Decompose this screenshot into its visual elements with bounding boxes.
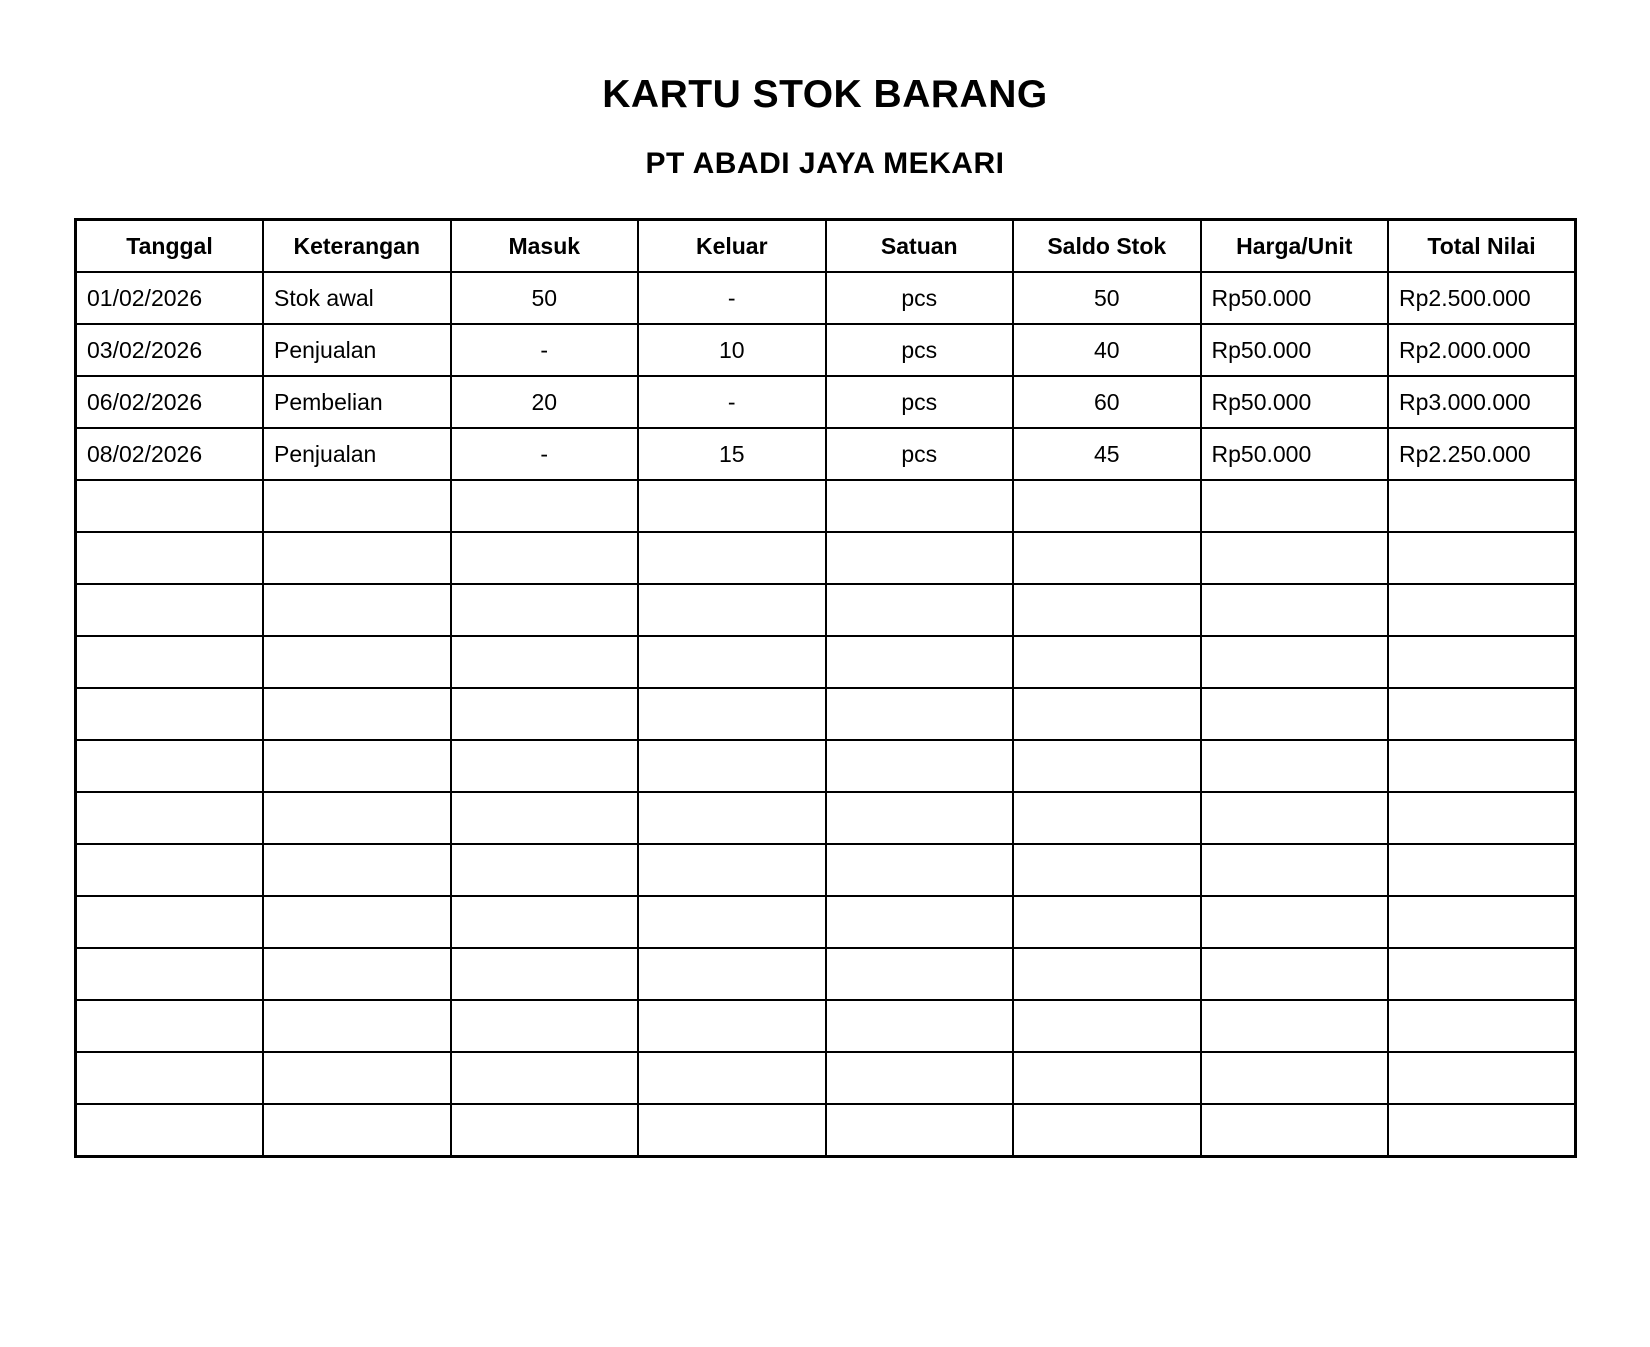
cell-harga-unit: Rp50.000: [1201, 272, 1389, 324]
empty-cell: [1013, 948, 1201, 1000]
empty-cell: [76, 740, 264, 792]
empty-cell: [451, 584, 639, 636]
empty-cell: [1013, 688, 1201, 740]
empty-cell: [451, 1052, 639, 1104]
table-row: [76, 428, 1576, 480]
empty-cell: [638, 896, 826, 948]
empty-cell: [263, 688, 451, 740]
empty-cell: [1388, 688, 1576, 740]
empty-cell: [263, 532, 451, 584]
empty-cell: [826, 948, 1014, 1000]
cell-saldo-stok: 60: [1013, 376, 1201, 428]
empty-cell: [1013, 896, 1201, 948]
document-page: [0, 72, 1650, 1158]
empty-cell: [1388, 948, 1576, 1000]
empty-cell: [826, 1052, 1014, 1104]
cell-total-nilai: Rp2.250.000: [1388, 428, 1576, 480]
empty-cell: [1201, 532, 1389, 584]
empty-cell: [451, 792, 639, 844]
empty-cell: [638, 1000, 826, 1052]
empty-table-row: [76, 948, 1576, 1000]
empty-table-row: [76, 584, 1576, 636]
empty-cell: [263, 1000, 451, 1052]
cell-satuan: pcs: [826, 324, 1014, 376]
empty-cell: [451, 480, 639, 532]
empty-cell: [451, 740, 639, 792]
empty-cell: [451, 1000, 639, 1052]
column-header-keluar: Keluar: [638, 220, 826, 273]
empty-cell: [1013, 1000, 1201, 1052]
column-header-tanggal: Tanggal: [76, 220, 264, 273]
empty-cell: [826, 636, 1014, 688]
header-row: [76, 220, 1576, 273]
cell-harga-unit: Rp50.000: [1201, 428, 1389, 480]
table-header: [76, 220, 1576, 273]
column-header-keterangan: Keterangan: [263, 220, 451, 273]
empty-cell: [263, 1104, 451, 1157]
empty-cell: [826, 844, 1014, 896]
empty-cell: [1388, 844, 1576, 896]
empty-cell: [76, 1000, 264, 1052]
cell-keterangan: Stok awal: [263, 272, 451, 324]
empty-cell: [1388, 1000, 1576, 1052]
empty-cell: [263, 740, 451, 792]
empty-cell: [451, 688, 639, 740]
empty-cell: [451, 1104, 639, 1157]
cell-masuk: 20: [451, 376, 639, 428]
empty-cell: [1201, 844, 1389, 896]
table-row: [76, 272, 1576, 324]
cell-masuk: -: [451, 324, 639, 376]
column-header-masuk: Masuk: [451, 220, 639, 273]
empty-cell: [263, 948, 451, 1000]
company-name: PT ABADI JAYA MEKARI: [645, 147, 1005, 180]
empty-cell: [1388, 1052, 1576, 1104]
empty-cell: [1388, 480, 1576, 532]
empty-cell: [1388, 1104, 1576, 1157]
cell-harga-unit: Rp50.000: [1201, 324, 1389, 376]
empty-cell: [1201, 480, 1389, 532]
empty-cell: [826, 740, 1014, 792]
empty-cell: [1201, 740, 1389, 792]
cell-total-nilai: Rp2.000.000: [1388, 324, 1576, 376]
empty-cell: [1013, 636, 1201, 688]
empty-table-row: [76, 636, 1576, 688]
cell-harga-unit: Rp50.000: [1201, 376, 1389, 428]
empty-cell: [451, 636, 639, 688]
empty-table-row: [76, 688, 1576, 740]
empty-cell: [1013, 1052, 1201, 1104]
cell-total-nilai: Rp3.000.000: [1388, 376, 1576, 428]
empty-cell: [638, 740, 826, 792]
empty-cell: [1013, 532, 1201, 584]
cell-keterangan: Pembelian: [263, 376, 451, 428]
empty-cell: [826, 480, 1014, 532]
empty-cell: [76, 584, 264, 636]
empty-cell: [451, 844, 639, 896]
empty-cell: [638, 480, 826, 532]
empty-cell: [263, 1052, 451, 1104]
empty-table-row: [76, 740, 1576, 792]
cell-satuan: pcs: [826, 428, 1014, 480]
empty-cell: [1013, 844, 1201, 896]
empty-cell: [1201, 948, 1389, 1000]
empty-cell: [76, 948, 264, 1000]
cell-tanggal: 08/02/2026: [76, 428, 264, 480]
empty-cell: [76, 896, 264, 948]
empty-cell: [638, 532, 826, 584]
empty-cell: [1013, 1104, 1201, 1157]
cell-tanggal: 01/02/2026: [76, 272, 264, 324]
empty-cell: [76, 844, 264, 896]
empty-cell: [451, 532, 639, 584]
empty-cell: [1201, 792, 1389, 844]
cell-total-nilai: Rp2.500.000: [1388, 272, 1576, 324]
column-header-total-nilai: Total Nilai: [1388, 220, 1576, 273]
cell-satuan: pcs: [826, 272, 1014, 324]
empty-cell: [1388, 584, 1576, 636]
empty-cell: [1201, 1104, 1389, 1157]
empty-cell: [638, 1104, 826, 1157]
empty-cell: [1201, 636, 1389, 688]
empty-cell: [638, 688, 826, 740]
empty-cell: [451, 948, 639, 1000]
empty-table-row: [76, 1104, 1576, 1157]
cell-keterangan: Penjualan: [263, 324, 451, 376]
empty-cell: [76, 480, 264, 532]
empty-cell: [263, 896, 451, 948]
empty-cell: [1388, 896, 1576, 948]
empty-cell: [263, 844, 451, 896]
empty-cell: [1013, 480, 1201, 532]
empty-cell: [76, 1104, 264, 1157]
stock-card-table: [74, 218, 1577, 1158]
empty-cell: [1201, 688, 1389, 740]
empty-table-row: [76, 844, 1576, 896]
empty-cell: [826, 1104, 1014, 1157]
column-header-saldo-stok: Saldo Stok: [1013, 220, 1201, 273]
empty-cell: [1013, 740, 1201, 792]
empty-cell: [1013, 792, 1201, 844]
empty-cell: [826, 1000, 1014, 1052]
cell-saldo-stok: 50: [1013, 272, 1201, 324]
empty-table-row: [76, 532, 1576, 584]
empty-cell: [826, 532, 1014, 584]
cell-masuk: -: [451, 428, 639, 480]
cell-saldo-stok: 45: [1013, 428, 1201, 480]
empty-cell: [638, 844, 826, 896]
empty-cell: [638, 948, 826, 1000]
empty-table-row: [76, 480, 1576, 532]
empty-cell: [76, 532, 264, 584]
empty-cell: [1388, 636, 1576, 688]
empty-cell: [826, 688, 1014, 740]
cell-keterangan: Penjualan: [263, 428, 451, 480]
table-row: [76, 376, 1576, 428]
cell-keluar: 10: [638, 324, 826, 376]
empty-table-row: [76, 1052, 1576, 1104]
empty-cell: [76, 792, 264, 844]
column-header-satuan: Satuan: [826, 220, 1014, 273]
cell-keluar: 15: [638, 428, 826, 480]
empty-cell: [1201, 896, 1389, 948]
column-header-harga-unit: Harga/Unit: [1201, 220, 1389, 273]
empty-cell: [1201, 584, 1389, 636]
empty-cell: [263, 584, 451, 636]
empty-cell: [1201, 1052, 1389, 1104]
cell-tanggal: 06/02/2026: [76, 376, 264, 428]
empty-table-row: [76, 1000, 1576, 1052]
empty-cell: [451, 896, 639, 948]
empty-cell: [76, 688, 264, 740]
empty-cell: [1388, 740, 1576, 792]
empty-cell: [1388, 792, 1576, 844]
empty-cell: [263, 792, 451, 844]
empty-cell: [638, 792, 826, 844]
cell-keluar: -: [638, 376, 826, 428]
empty-cell: [263, 480, 451, 532]
empty-cell: [76, 1052, 264, 1104]
empty-cell: [826, 896, 1014, 948]
cell-satuan: pcs: [826, 376, 1014, 428]
table-body: [76, 272, 1576, 1157]
empty-cell: [638, 636, 826, 688]
empty-table-row: [76, 896, 1576, 948]
empty-cell: [638, 1052, 826, 1104]
cell-tanggal: 03/02/2026: [76, 324, 264, 376]
cell-saldo-stok: 40: [1013, 324, 1201, 376]
empty-cell: [638, 584, 826, 636]
empty-cell: [826, 584, 1014, 636]
empty-cell: [826, 792, 1014, 844]
document-title: KARTU STOK BARANG: [602, 73, 1048, 116]
empty-table-row: [76, 792, 1576, 844]
table-row: [76, 324, 1576, 376]
empty-cell: [1013, 584, 1201, 636]
empty-cell: [1388, 532, 1576, 584]
empty-cell: [263, 636, 451, 688]
cell-masuk: 50: [451, 272, 639, 324]
empty-cell: [76, 636, 264, 688]
empty-cell: [1201, 1000, 1389, 1052]
cell-keluar: -: [638, 272, 826, 324]
